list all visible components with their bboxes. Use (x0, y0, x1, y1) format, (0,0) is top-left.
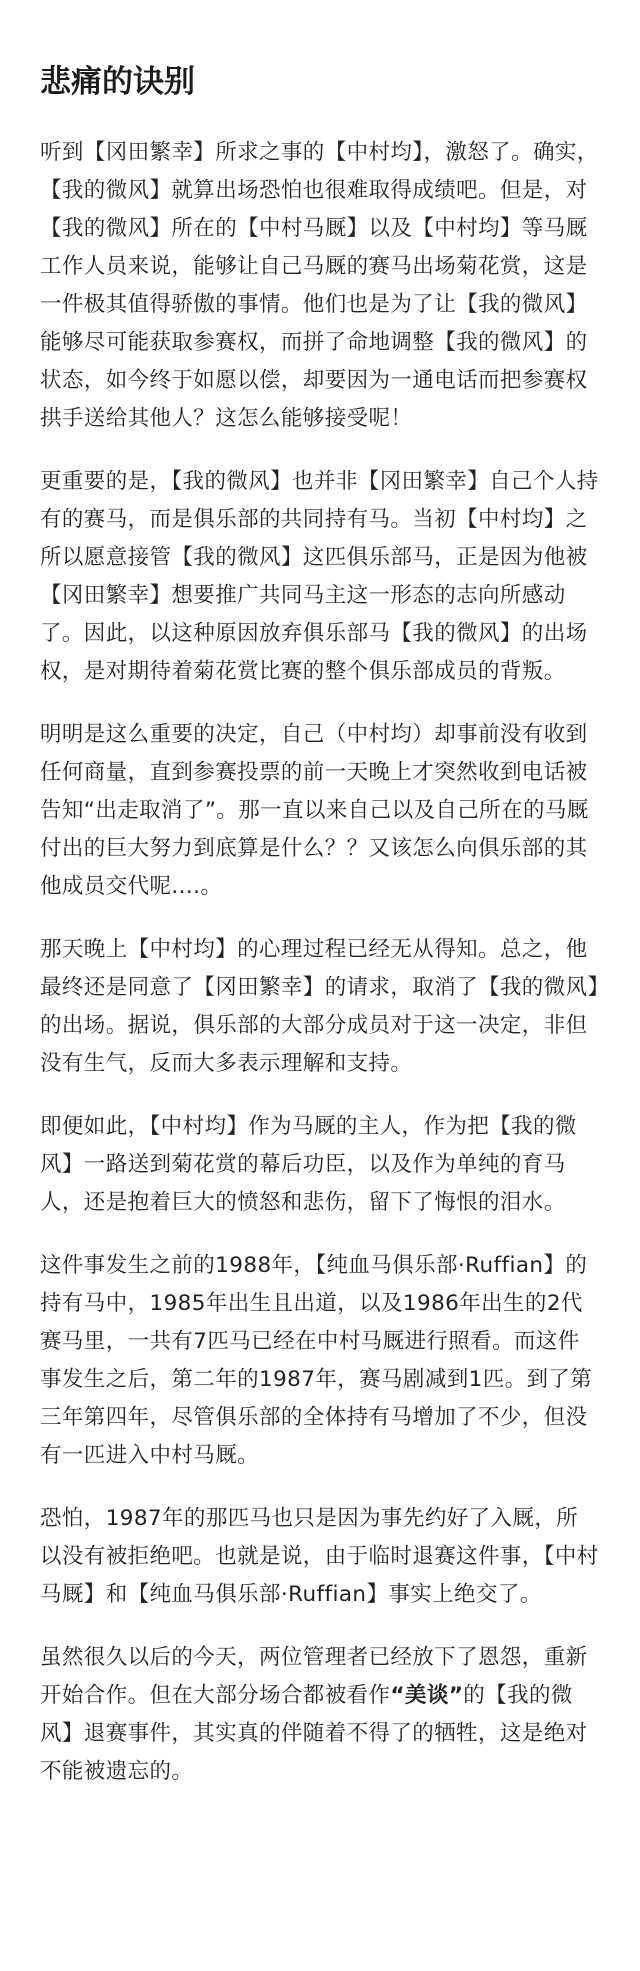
paragraph-8 (40, 1639, 600, 1791)
paragraph-1: 听到【冈田繁幸】所求之事的【中村均】，激怒了。确实，【我的微风】就算出场恐怕也很难取得成绩吧。但是，对【我的微风】所在的【中村马厩】以及【中村均】等马厩工作人员来说，能够让自己马厩的赛马出场菊花赏，这是一件极其值得骄傲的事情。他们也是为了让【我的微风】能够尽可能获取参赛权，而拼了命地调整【我的微风】的状态，如今终于如愿以偿，却要因为一通电话而把参赛权拱手送给其他人？这怎么能够接受呢！ (40, 140, 599, 431)
emphasis-meitan: “美谈” (390, 1683, 464, 1708)
paragraph-3: 明明是这么重要的决定，自己（中村均）却事前没有收到任何商量，直到参赛投票的前一天晚上才突然收到电话被告知“出走取消了”。那一直以来自己以及自己所在的马厩付出的巨大努力到底算是什么？？又该怎么向俱乐部的其他成员交代呢....。 (40, 722, 589, 899)
paragraph-5: 即便如此，【中村均】作为马厩的主人，作为把【我的微风】一路送到菊花赏的幕后功臣，以及作为单纯的育马人，还是抱着巨大的愤怒和悲伤，留下了悔恨的泪水。 (40, 1114, 577, 1215)
paragraph-8-lead: 虽然很久以后的今天，两位管理者已经放下了恩怨，重新开始合作。但在大部分场合都被看作 (40, 1645, 588, 1708)
article-title: 悲痛的诀别 (40, 64, 195, 100)
paragraph-4: 那天晚上【中村均】的心理过程已经无从得知。总之，他最终还是同意了【冈田繁幸】的请求，取消了【我的微风】的出场。据说，俱乐部的大部分成员对于这一决定，非但没有生气，反而大多表示理解和支持。 (40, 937, 599, 1076)
paragraph-8-tail: 的【我的微风】退赛事件，其实真的伴随着不得了的牺牲，这是绝对不能被遗忘的。 (40, 1683, 588, 1784)
paragraph-2: 更重要的是，【我的微风】也并非【冈田繁幸】自己个人持有的赛马，而是俱乐部的共同持有马。当初【中村均】之所以愿意接管【我的微风】这匹俱乐部马，正是因为他被【冈田繁幸】想要推广共同马主这一形态的志向所感动了。因此，以这种原因放弃俱乐部马【我的微风】的出场权，是对期待着菊花赏比赛的整个俱乐部成员的背叛。 (40, 469, 599, 684)
paragraph-6: 这件事发生之前的1988年，【纯血马俱乐部·Ruffian】的持有马中，1985年出生且出道，以及1986年出生的2代赛马里，一共有7匹马已经在中村马厩进行照看。而这件事发生之后，第二年的1987年，赛马剧减到1匹。到了第三年第四年，尽管俱乐部的全体持有马增加了不少，但没有一匹进入中村马厩。 (40, 1253, 593, 1468)
paragraph-7: 恐怕，1987年的那匹马也只是因为事先约好了入厩，所以没有被拒绝吧。也就是说，由于临时退赛这件事，【中村马厩】和【纯血马俱乐部·Ruffian】事实上绝交了。 (40, 1506, 599, 1607)
